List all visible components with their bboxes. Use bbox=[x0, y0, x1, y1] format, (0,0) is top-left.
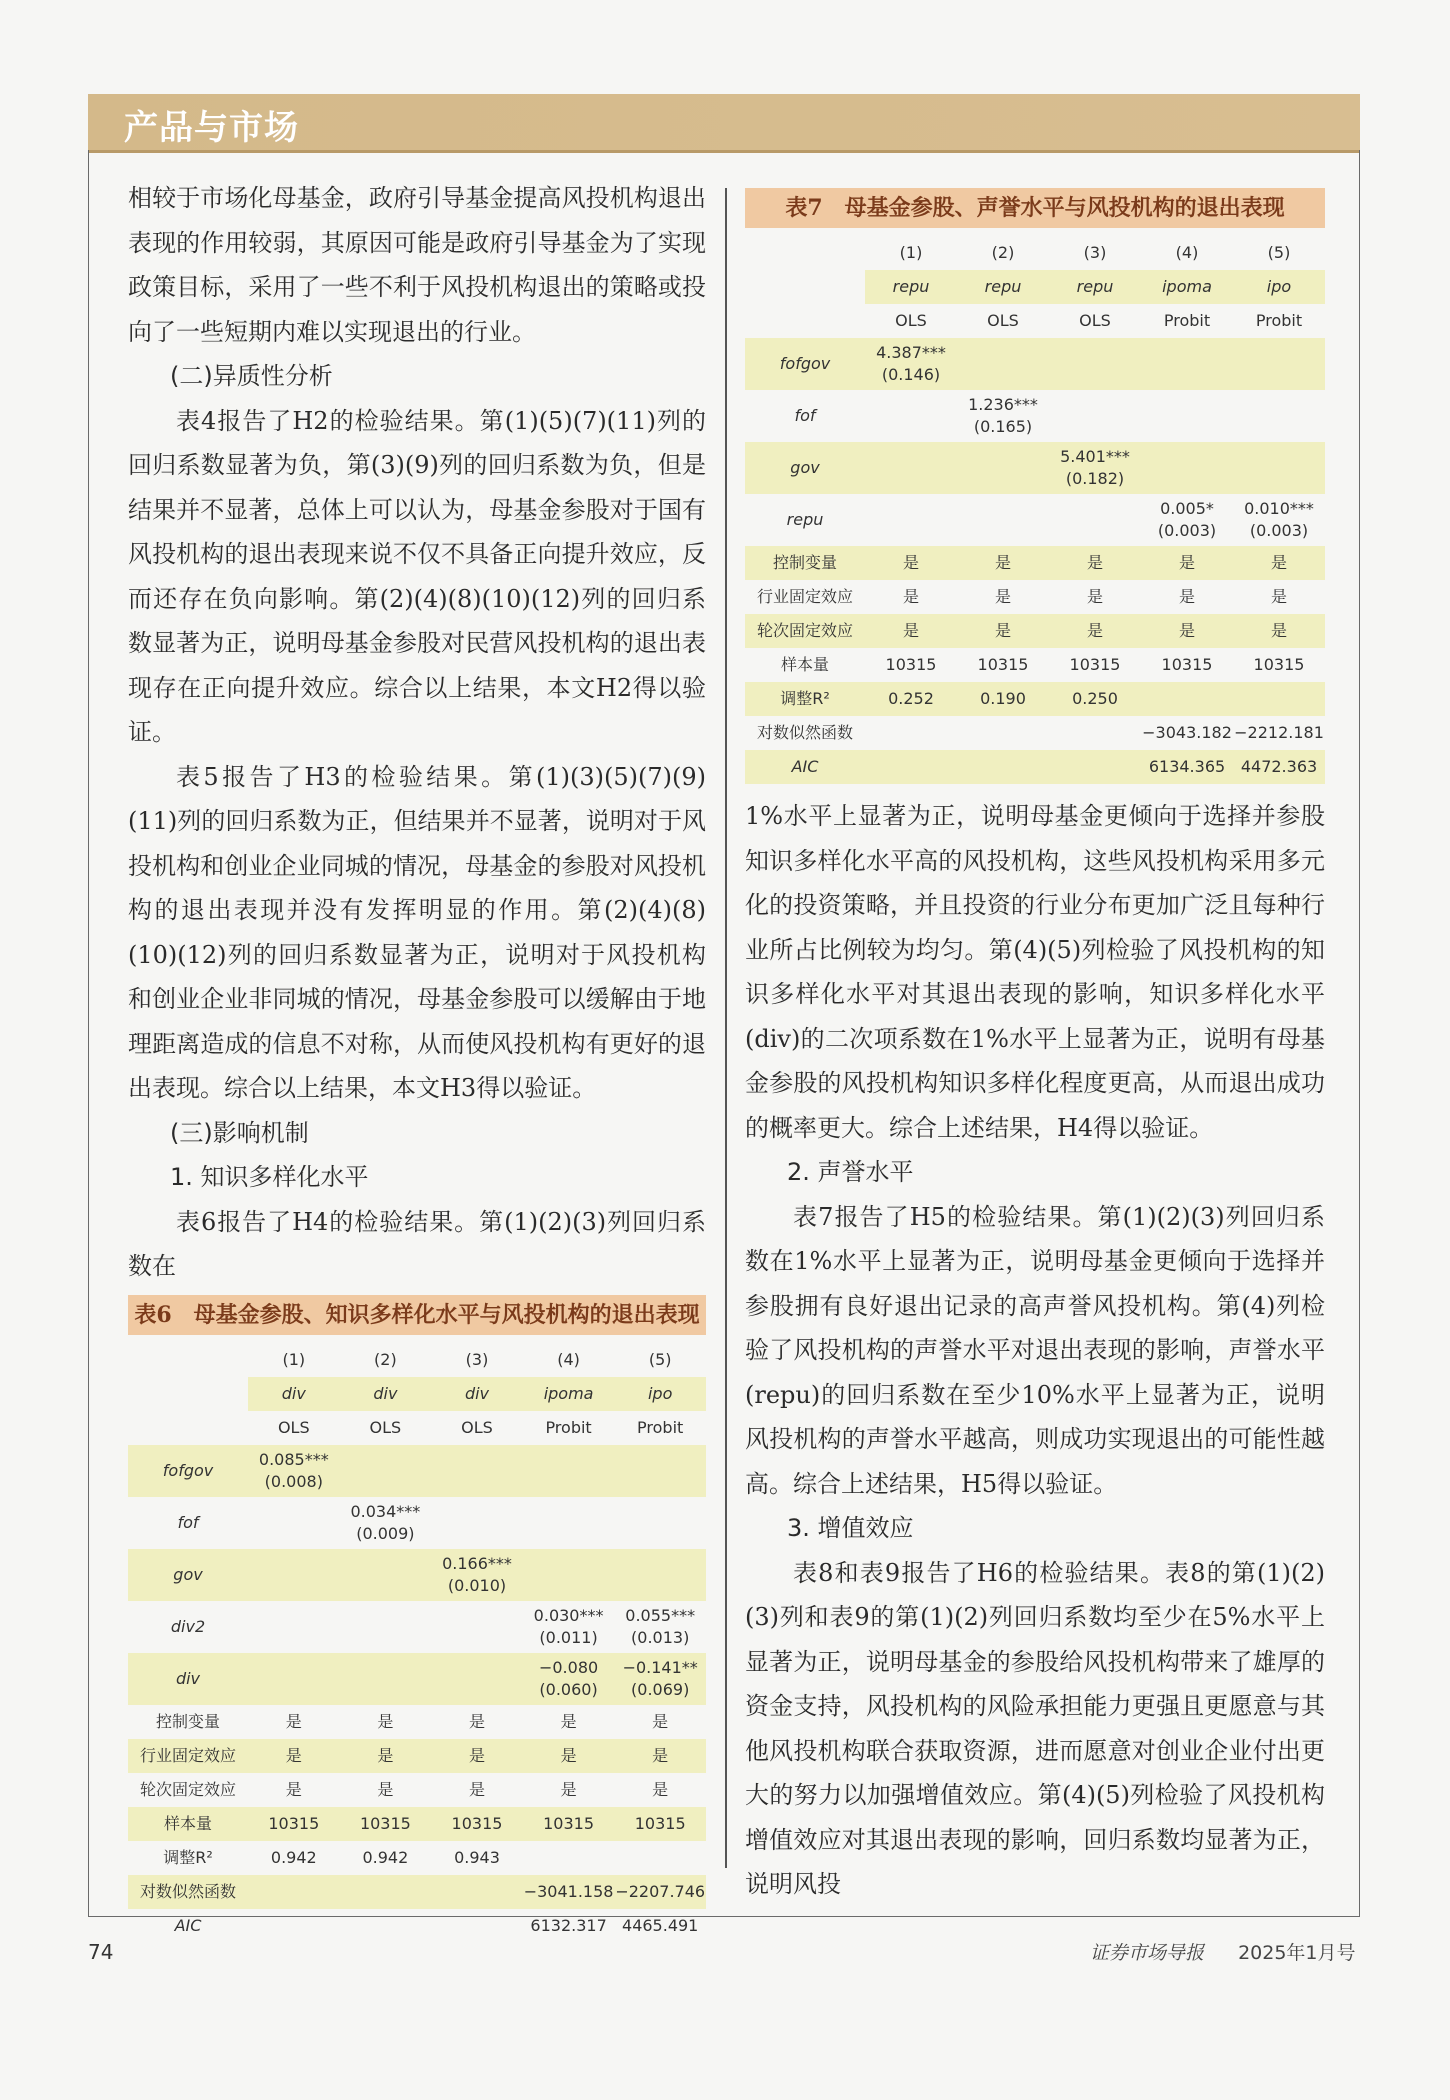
table-cell bbox=[523, 1841, 615, 1875]
table-cell: −2212.181 bbox=[1234, 723, 1324, 742]
table-cell: OLS bbox=[987, 311, 1019, 330]
table-cell: 是 bbox=[957, 614, 1049, 648]
table-cell: OLS bbox=[277, 1417, 310, 1437]
table-cell: 是 bbox=[1141, 614, 1233, 648]
table-row bbox=[745, 390, 1325, 442]
subsection-heading: 3. 增值效应 bbox=[787, 1514, 914, 1542]
cell-value: (0.069) bbox=[631, 1679, 690, 1699]
table-cell: 调整R² bbox=[163, 1847, 213, 1867]
table-cell: div bbox=[340, 1377, 432, 1411]
cell-value: (0.010) bbox=[447, 1575, 507, 1595]
table-row bbox=[128, 1377, 706, 1411]
table-cell: 是 bbox=[957, 546, 1049, 580]
table-cell bbox=[1141, 390, 1233, 442]
table-row bbox=[128, 1497, 706, 1549]
subsection-heading: 2. 声誉水平 bbox=[787, 1158, 914, 1186]
cell-value: (0.008) bbox=[264, 1471, 323, 1491]
cell-value: 0.085*** bbox=[258, 1449, 329, 1469]
table-cell: (5) bbox=[648, 1349, 672, 1369]
table-cell: 6132.317 bbox=[530, 1915, 607, 1935]
table-row bbox=[128, 1705, 706, 1739]
table-cell bbox=[865, 442, 957, 494]
table-cell bbox=[248, 1497, 340, 1549]
table-cell: 是 bbox=[377, 1711, 394, 1731]
table-cell bbox=[614, 1497, 706, 1549]
table-cell bbox=[128, 1411, 248, 1445]
left-column bbox=[128, 176, 706, 1943]
table-cell: fofgov bbox=[128, 1445, 248, 1497]
table-cell: (2) bbox=[374, 1349, 397, 1369]
table-cell: 6134.365 bbox=[1141, 750, 1233, 784]
table-cell bbox=[523, 1445, 615, 1497]
table-cell: gov bbox=[745, 442, 865, 494]
table-cell bbox=[745, 304, 865, 338]
table-cell: 是 bbox=[248, 1739, 340, 1773]
table-cell bbox=[431, 1549, 523, 1601]
table-cell bbox=[1141, 494, 1233, 546]
table-cell: 是 bbox=[1178, 587, 1195, 606]
table-cell: Probit bbox=[637, 1417, 684, 1437]
table-cell: ipo bbox=[614, 1377, 706, 1411]
table-cell bbox=[431, 1497, 523, 1549]
table-cell: 是 bbox=[285, 1711, 302, 1731]
table7-title: 表7 母基金参股、声誉水平与风投机构的退出表现 bbox=[745, 188, 1325, 228]
table-cell: 4472.363 bbox=[1233, 750, 1325, 784]
table-cell: 10315 bbox=[1069, 655, 1121, 674]
table-cell: ipoma bbox=[523, 1377, 615, 1411]
column-divider bbox=[725, 188, 727, 1868]
table-cell bbox=[431, 1653, 523, 1705]
table-cell bbox=[1233, 390, 1325, 442]
table-row bbox=[128, 1411, 706, 1445]
section-heading: (三)影响机制 bbox=[170, 1118, 309, 1147]
table-row bbox=[745, 580, 1325, 614]
paragraph: 表6报告了H4的检验结果。第(1)(2)(3)列回归系数在 bbox=[128, 1207, 706, 1280]
subsection-heading: 1. 知识多样化水平 bbox=[170, 1163, 369, 1191]
table-cell: 是 bbox=[377, 1779, 394, 1799]
table-row bbox=[745, 716, 1325, 750]
paragraph: 1%水平上显著为正，说明母基金更倾向于选择并参股知识多样化水平高的风投机构，这些风投机构采用多元化的投资策略，并且投资的行业分布更加广泛且每种行业所占比例较为均匀。第(4)(5)列检验了风投机构的知识多样化水平对其退出表现的影响，知识多样化水平(div)的二次项系数在1%水平上显著为正，说明有母基金参股的风投机构知识多样化程度更高，从而退出成功的概率更大。综合上述结果，H4得以验证。 bbox=[745, 802, 1325, 1142]
table-cell: 对数似然函数 bbox=[756, 723, 853, 742]
table-row bbox=[745, 750, 1325, 784]
table-cell bbox=[614, 1601, 706, 1653]
table-cell bbox=[1049, 390, 1141, 442]
cell-value: 5.401*** bbox=[1060, 447, 1130, 466]
table-cell: 轮次固定效应 bbox=[745, 614, 865, 648]
table-cell: 是 bbox=[652, 1711, 669, 1731]
journal-issue: 2025年1月号 bbox=[1238, 1942, 1356, 1964]
table-cell: 10315 bbox=[1253, 655, 1305, 674]
section-header-bar bbox=[88, 94, 1360, 153]
table-cell bbox=[1141, 682, 1233, 716]
table-cell bbox=[431, 1909, 523, 1943]
table-cell: fof bbox=[794, 406, 816, 425]
paragraph: 表7报告了H5的检验结果。第(1)(2)(3)列回归系数在1%水平上显著为正，说明母基金更倾向于选择并参股拥有良好退出记录的高声誉风投机构。第(4)列检验了风投机构的声誉水平对退出表现的影响，声誉水平(repu)的回归系数在至少10%水平上显著为正，说明风投机构的声誉水平越高，则成功实现退出的可能性越高。综合上述结果，H5得以验证。 bbox=[745, 1202, 1325, 1498]
table-cell: 样本量 bbox=[780, 655, 829, 674]
table-cell bbox=[523, 1601, 615, 1653]
table-cell bbox=[1233, 338, 1325, 390]
table-row bbox=[128, 1841, 706, 1875]
table-cell bbox=[1233, 442, 1325, 494]
table-row bbox=[128, 1653, 706, 1705]
table-cell: OLS bbox=[1079, 311, 1111, 330]
cell-value: 1.236*** bbox=[968, 395, 1038, 414]
cell-value: (0.013) bbox=[631, 1627, 690, 1647]
table-cell: 是 bbox=[1086, 587, 1103, 606]
table-row bbox=[745, 236, 1325, 270]
table-cell: 是 bbox=[523, 1739, 615, 1773]
table-cell bbox=[614, 1445, 706, 1497]
table-cell bbox=[340, 1549, 432, 1601]
table-cell: 轮次固定效应 bbox=[139, 1779, 236, 1799]
cell-value: −0.080 bbox=[538, 1657, 599, 1677]
table-cell: 是 bbox=[560, 1711, 577, 1731]
table-cell: Probit bbox=[545, 1417, 592, 1437]
table-cell: OLS bbox=[895, 311, 927, 330]
page-number: 74 bbox=[88, 1940, 114, 1964]
table-cell: 是 bbox=[285, 1779, 302, 1799]
table-cell: OLS bbox=[369, 1417, 402, 1437]
table-cell: (5) bbox=[1267, 243, 1291, 262]
table-cell: 是 bbox=[1270, 587, 1287, 606]
table-cell: (3) bbox=[465, 1349, 489, 1369]
table-cell bbox=[957, 442, 1049, 494]
table-cell bbox=[865, 338, 957, 390]
table-cell: 10315 bbox=[248, 1807, 340, 1841]
table-cell: 10315 bbox=[1161, 655, 1213, 674]
section-title: 产品与市场 bbox=[124, 108, 299, 148]
table-cell: 控制变量 bbox=[155, 1711, 220, 1731]
table-row bbox=[128, 1807, 706, 1841]
table-cell: fofgov bbox=[745, 338, 865, 390]
cell-value: (0.146) bbox=[881, 365, 941, 384]
table-row bbox=[745, 546, 1325, 580]
table-cell bbox=[431, 1445, 523, 1497]
table-cell: 是 bbox=[1049, 546, 1141, 580]
table-row bbox=[128, 1343, 706, 1377]
table-cell: repu bbox=[957, 270, 1049, 304]
table-cell bbox=[248, 1909, 340, 1943]
table-cell: div bbox=[128, 1653, 248, 1705]
paragraph: 表8和表9报告了H6的检验结果。表8的第(1)(2)(3)列和表9的第(1)(2)列回归系数均至少在5%水平上显著为正，说明母基金的参股给风投机构带来了雄厚的资金支持，风投机构的风险承担能力更强且更愿意与其他风投机构联合获取资源，进而愿意对创业企业付出更大的努力以加强增值效应。第(4)(5)列检验了风投机构增值效应对其退出表现的影响，回归系数均显著为正，说明风投 bbox=[745, 1558, 1325, 1898]
cell-value: (0.182) bbox=[1065, 469, 1125, 488]
table-cell: 是 bbox=[614, 1739, 706, 1773]
table-cell: 10315 bbox=[523, 1807, 615, 1841]
table-cell: 是 bbox=[1233, 546, 1325, 580]
table-cell: (2) bbox=[991, 243, 1015, 262]
table-cell: 10315 bbox=[431, 1807, 523, 1841]
table-cell: AIC bbox=[745, 750, 865, 784]
table-cell: (4) bbox=[557, 1349, 580, 1369]
journal-name: 证券市场导报 bbox=[1090, 1942, 1205, 1964]
table-row bbox=[128, 1739, 706, 1773]
table-cell bbox=[957, 494, 1049, 546]
table-cell: 对数似然函数 bbox=[128, 1875, 248, 1909]
table-cell bbox=[248, 1445, 340, 1497]
table-cell bbox=[1141, 338, 1233, 390]
table-row bbox=[745, 270, 1325, 304]
table6-title: 表6 母基金参股、知识多样化水平与风投机构的退出表现 bbox=[128, 1295, 706, 1335]
table-cell bbox=[1049, 338, 1141, 390]
table-row bbox=[128, 1601, 706, 1653]
table-cell: 是 bbox=[865, 546, 957, 580]
table-cell bbox=[1141, 442, 1233, 494]
table-cell bbox=[865, 716, 957, 750]
table-cell: 10315 bbox=[885, 655, 937, 674]
cell-value: 0.166*** bbox=[442, 1553, 512, 1573]
table-cell: repu bbox=[1049, 270, 1141, 304]
table-cell bbox=[128, 1377, 248, 1411]
table-cell bbox=[248, 1601, 340, 1653]
table-cell: 是 bbox=[865, 614, 957, 648]
table-cell: (3) bbox=[1083, 243, 1107, 262]
table-cell: repu bbox=[786, 510, 824, 529]
table-cell: (1) bbox=[899, 243, 923, 262]
cell-value: (0.003) bbox=[1249, 521, 1309, 540]
table-cell bbox=[745, 236, 865, 270]
table-cell bbox=[614, 1549, 706, 1601]
table-cell: 控制变量 bbox=[745, 546, 865, 580]
table-cell: ipoma bbox=[1141, 270, 1233, 304]
table-cell bbox=[340, 1497, 432, 1549]
table-row bbox=[745, 494, 1325, 546]
table-cell bbox=[128, 1343, 248, 1377]
table-cell bbox=[248, 1549, 340, 1601]
table-cell: 是 bbox=[468, 1711, 485, 1731]
table-row bbox=[745, 442, 1325, 494]
table-cell bbox=[865, 390, 957, 442]
table-row bbox=[745, 614, 1325, 648]
table-cell: −3041.158 bbox=[523, 1875, 615, 1909]
cell-value: (0.060) bbox=[539, 1679, 598, 1699]
table-cell: OLS bbox=[461, 1417, 493, 1437]
table-cell bbox=[340, 1875, 432, 1909]
table-cell bbox=[1049, 442, 1141, 494]
table-cell bbox=[431, 1875, 523, 1909]
table-cell: 行业固定效应 bbox=[128, 1739, 248, 1773]
cell-value: 0.010*** bbox=[1244, 499, 1314, 518]
table-cell bbox=[1233, 682, 1325, 716]
table-cell bbox=[865, 494, 957, 546]
table-cell bbox=[614, 1841, 706, 1875]
table-cell: repu bbox=[865, 270, 957, 304]
table-cell: −2207.746 bbox=[614, 1875, 706, 1909]
right-column bbox=[745, 184, 1325, 1907]
cell-value: −0.141** bbox=[622, 1657, 698, 1677]
table-cell bbox=[1049, 716, 1141, 750]
table-cell: 0.250 bbox=[1049, 682, 1141, 716]
cell-value: 0.034*** bbox=[350, 1501, 421, 1521]
cell-value: (0.011) bbox=[539, 1627, 598, 1647]
table-row bbox=[745, 338, 1325, 390]
paragraph: 相较于市场化母基金，政府引导基金提高风投机构退出表现的作用较弱，其原因可能是政府引导基金为了实现政策目标，采用了一些不利于风投机构退出的策略或投向了一些短期内难以实现退出的行业。 bbox=[128, 184, 706, 346]
table-cell: div bbox=[431, 1377, 523, 1411]
table-cell: Probit bbox=[1255, 311, 1303, 330]
table-row bbox=[128, 1445, 706, 1497]
table-cell bbox=[523, 1653, 615, 1705]
table-cell: 是 bbox=[560, 1779, 577, 1799]
table-row bbox=[128, 1549, 706, 1601]
cell-value: 4.387*** bbox=[876, 343, 946, 362]
table-cell: Probit bbox=[1163, 311, 1211, 330]
table-cell: (4) bbox=[1175, 243, 1199, 262]
table-cell bbox=[340, 1601, 432, 1653]
table-cell: 是 bbox=[340, 1739, 432, 1773]
table-cell: 10315 bbox=[340, 1807, 432, 1841]
table-cell: AIC bbox=[174, 1915, 202, 1935]
table-row bbox=[745, 304, 1325, 338]
table-cell: 10315 bbox=[614, 1807, 706, 1841]
table-cell: 是 bbox=[1141, 546, 1233, 580]
table-row bbox=[128, 1875, 706, 1909]
table-cell: 是 bbox=[431, 1739, 523, 1773]
table-cell bbox=[865, 750, 957, 784]
table-cell: 行业固定效应 bbox=[756, 587, 853, 606]
table-cell bbox=[1049, 750, 1141, 784]
table-cell: fof bbox=[177, 1512, 199, 1532]
table-cell: 4465.491 bbox=[622, 1915, 699, 1935]
table-cell bbox=[340, 1653, 432, 1705]
table-cell: gov bbox=[128, 1549, 248, 1601]
table-row bbox=[128, 1773, 706, 1807]
cell-value: 0.030*** bbox=[533, 1605, 604, 1625]
table6 bbox=[128, 1343, 706, 1943]
table-cell: 调整R² bbox=[745, 682, 865, 716]
table-cell: 是 bbox=[994, 587, 1011, 606]
table-cell bbox=[957, 338, 1049, 390]
table-cell: 0.942 bbox=[270, 1847, 317, 1867]
table7 bbox=[745, 236, 1325, 784]
paragraph: 表5报告了H3的检验结果。第(1)(3)(5)(7)(9)(11)列的回归系数为正，但结果并不显著，说明对于风投机构和创业企业同城的情况，母基金的参股对风投机构的退出表现并没有发挥明显的作用。第(2)(4)(8)(10)(12)列的回归系数显著为正，说明对于风投机构和创业企业非同城的情况，母基金参股可以缓解由于地理距离造成的信息不对称，从而使风投机构有更好的退出表现。综合以上结果，本文H3得以验证。 bbox=[128, 762, 706, 1102]
cell-value: (0.165) bbox=[973, 417, 1033, 436]
table-cell: 10315 bbox=[977, 655, 1029, 674]
table-cell: div bbox=[248, 1377, 340, 1411]
table-cell bbox=[1233, 494, 1325, 546]
table-cell bbox=[340, 1909, 432, 1943]
table-cell bbox=[340, 1445, 432, 1497]
table-cell: (1) bbox=[282, 1349, 306, 1369]
table-cell bbox=[957, 716, 1049, 750]
table-cell: 是 bbox=[468, 1779, 485, 1799]
table-row bbox=[128, 1909, 706, 1943]
table-cell: ipo bbox=[1233, 270, 1325, 304]
table-cell bbox=[745, 270, 865, 304]
table-row bbox=[745, 648, 1325, 682]
table-cell bbox=[1049, 494, 1141, 546]
journal-footer bbox=[1090, 1938, 1356, 1965]
table-cell: 是 bbox=[1049, 614, 1141, 648]
table-cell bbox=[431, 1601, 523, 1653]
table-cell: 0.942 bbox=[362, 1847, 409, 1867]
table-cell: div2 bbox=[170, 1616, 206, 1636]
table-cell: 0.190 bbox=[957, 682, 1049, 716]
table-cell bbox=[957, 750, 1049, 784]
table-cell bbox=[248, 1653, 340, 1705]
table-row bbox=[745, 682, 1325, 716]
table-cell bbox=[523, 1497, 615, 1549]
table-cell bbox=[523, 1549, 615, 1601]
table-cell bbox=[248, 1875, 340, 1909]
table-cell: 0.252 bbox=[865, 682, 957, 716]
cell-value: (0.003) bbox=[1157, 521, 1217, 540]
table-cell: 是 bbox=[902, 587, 919, 606]
table-cell: 是 bbox=[1233, 614, 1325, 648]
cell-value: 0.055*** bbox=[625, 1605, 696, 1625]
table-cell bbox=[957, 390, 1049, 442]
table-cell: 是 bbox=[652, 1779, 669, 1799]
table-cell bbox=[614, 1653, 706, 1705]
table-cell: −3043.182 bbox=[1142, 723, 1232, 742]
cell-value: (0.009) bbox=[356, 1523, 415, 1543]
table-cell: 样本量 bbox=[128, 1807, 248, 1841]
section-heading: (二)异质性分析 bbox=[170, 362, 333, 390]
table-cell: 0.943 bbox=[454, 1847, 500, 1867]
cell-value: 0.005* bbox=[1160, 499, 1214, 518]
paragraph: 表4报告了H2的检验结果。第(1)(5)(7)(11)列的回归系数显著为负，第(3)(9)列的回归系数为负，但是结果并不显著，总体上可以认为，母基金参股对于国有风投机构的退出表现来说不仅不具备正向提升效应，反而还存在负向影响。第(2)(4)(8)(10)(12)列的回归系数显著为正，说明母基金参股对民营风投机构的退出表现存在正向提升效应。综合以上结果，本文H2得以验证。 bbox=[128, 406, 706, 746]
